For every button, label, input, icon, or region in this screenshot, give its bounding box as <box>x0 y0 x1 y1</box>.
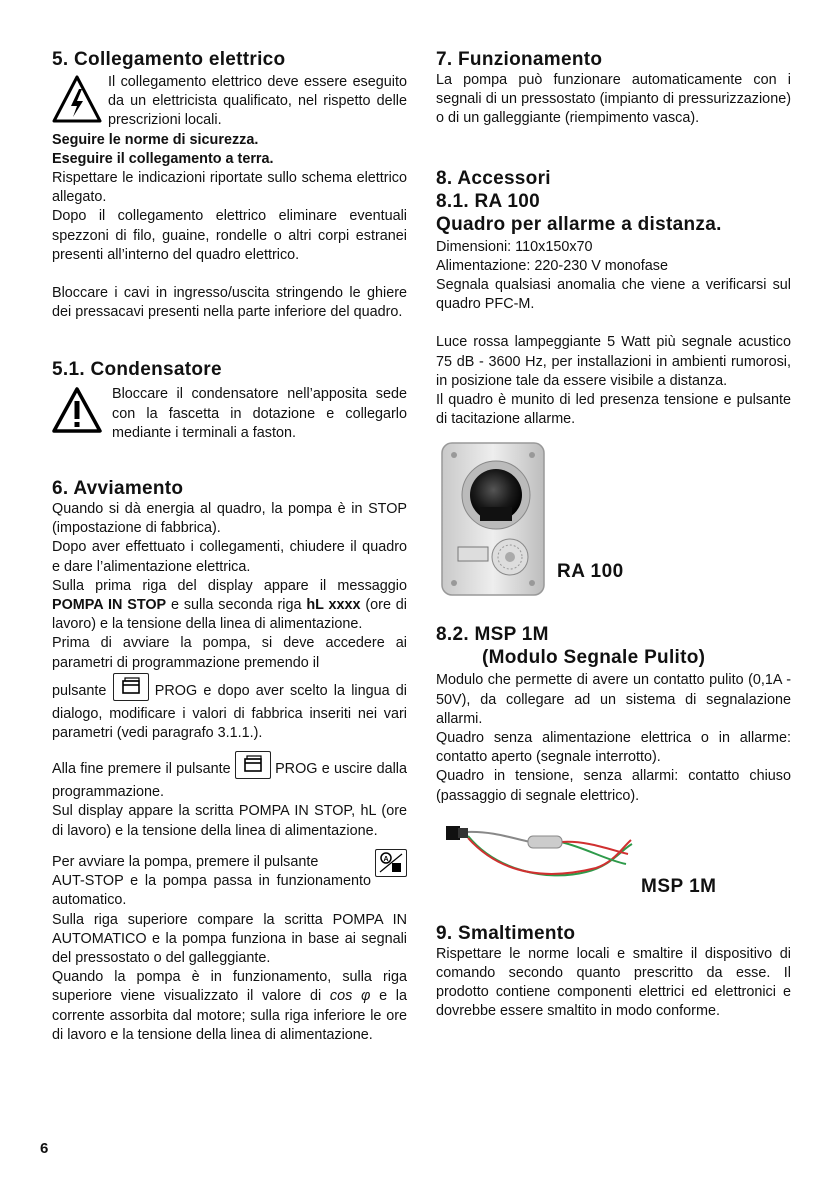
ground-connection-text: Eseguire il collegamento a terra. <box>52 150 274 167</box>
section-8-1-title: 8.1. RA 100 <box>436 190 540 212</box>
sec6-paragraph: Sul display appare la scritta POMPA IN STOP, hL (ore di lavoro) e la tensione della linea di alimentazione. <box>52 803 407 839</box>
ra100-device-image <box>440 441 550 599</box>
msp1m-paragraph: Quadro in tensione, senza allarmi: contatto chiuso (passaggio di segnale elettrico). <box>436 768 791 804</box>
sec6-paragraph: pulsante PROG e dopo aver scelto la lingua di dialogo, modificare i valori di fabbrica inseriti nei vari parametri (vedi paragrafo 3.1.1.). <box>52 677 407 743</box>
electrical-warning-text: Il collegamento elettrico deve essere eseguito da un elettricista qualificato, nel rispetto delle prescrizioni locali. <box>108 74 407 129</box>
sec5-paragraph: Dopo il collegamento elettrico eliminare eventuali spezzoni di filo, guaine, rondelle o altri corpi estranei presenti all’interno del quadro elettrico. <box>52 208 407 263</box>
sec6-paragraph: Prima di avviare la pompa, si deve accedere ai parametri di programmazione premendo il <box>52 635 407 671</box>
aut-stop-key-icon <box>375 849 407 877</box>
sec6-paragraph: Quando la pompa è in funzionamento, sulla riga superiore viene visualizzato il valore di cos φ e la corrente assorbita dal motore; sulla riga inferiore le ore di lavoro e la tensione della linea di alimentazione. <box>52 969 408 1043</box>
ra100-figure <box>436 441 791 601</box>
msp1m-figure <box>436 818 791 910</box>
safety-rules-text: Seguire le norme di sicurezza. <box>52 131 259 148</box>
section-8-2-subtitle: (Modulo Segnale Pulito) <box>482 647 706 669</box>
section-7-title: 7. Funzionamento <box>436 49 603 70</box>
section-8-1-subtitle: Quadro per allarme a distanza. <box>436 213 722 235</box>
svg-text:A: A <box>383 855 389 863</box>
electrical-hazard-icon <box>52 74 102 129</box>
right-column <box>436 48 791 1022</box>
sec6-paragraph: Alla fine premere il pulsante PROG e uscire dalla programmazione. <box>52 755 407 802</box>
msp1m-paragraph: Modulo che permette di avere un contatto pulito (0,1A - 50V), da collegare ad un sistema di segnalazione allarmi. <box>436 672 791 727</box>
electrical-warning <box>52 73 407 131</box>
prog-key-icon <box>113 673 149 701</box>
section-8-2-title: 8.2. MSP 1M <box>436 624 549 646</box>
sec6-paragraph: Quando si dà energia al quadro, la pompa è in STOP (impostazione di fabbrica). <box>52 501 407 537</box>
section-5-title: 5. Collegamento elettrico <box>52 49 286 70</box>
sec5-paragraph: Bloccare i cavi in ingresso/uscita stringendo le ghiere dei pressacavi presenti nella parte inferiore del quadro. <box>52 285 407 321</box>
ra100-dimensions: Dimensioni: 110x150x70 <box>436 238 593 255</box>
sec9-paragraph: Rispettare le norme locali e smaltire il dispositivo di comando secondo quanto prescritto da esse. Il prodotto contiene componenti elettrici ed elettronici e dovrebbe essere smaltito in modo conforme. <box>436 945 791 1020</box>
section-6-title: 6. Avviamento <box>52 478 184 500</box>
left-column <box>52 48 407 1045</box>
capacitor-warning-text: Bloccare il condensatore nell’apposita sede con la fascetta in dotazione e collegarlo mediante i terminali a faston. <box>112 386 407 441</box>
capacitor-warning <box>52 385 407 443</box>
ra100-paragraph: Luce rossa lampeggiante 5 Watt più segnale acustico 75 dB - 3600 Hz, per installazioni in ambienti rumorosi, in posizione tale da essere visibile a distanza. <box>436 334 791 389</box>
sec6-paragraph: Sulla prima riga del display appare il messaggio POMPA IN STOP e sulla seconda riga hL xxxx (ore di lavoro) e la tensione della linea di alimentazione. <box>52 577 407 633</box>
sec6-paragraph: Dopo aver effettuato i collegamenti, chiudere il quadro e dare l’alimentazione elettrica. <box>52 539 407 575</box>
ra100-paragraph: Segnala qualsiasi anomalia che viene a verificarsi sul quadro PFC-M. <box>436 277 791 313</box>
sec6-paragraph: Per avviare la pompa, premere il pulsante A AUT-STOP e la pompa passa in funzionamento automatico. <box>52 853 407 911</box>
msp1m-paragraph: Quadro senza alimentazione elettrica o in allarme: contatto aperto (segnale interrotto). <box>436 730 791 766</box>
ra100-paragraph: Il quadro è munito di led presenza tensione e pulsante di tacitazione allarme. <box>436 392 791 428</box>
sec6-paragraph: Sulla riga superiore compare la scritta POMPA IN AUTOMATICO e la pompa funziona in base ai segnali del pressostato o del galleggiante. <box>52 911 407 966</box>
msp1m-label: MSP 1M <box>641 875 717 897</box>
msp1m-device-image <box>436 820 636 890</box>
page-number: 6 <box>40 1140 49 1157</box>
sec5-paragraph: Rispettare le indicazioni riportate sullo schema elettrico allegato. <box>52 170 407 206</box>
prog-key-icon <box>235 751 271 779</box>
warning-exclamation-icon <box>52 386 102 439</box>
section-5-1-title: 5.1. Condensatore <box>52 359 222 381</box>
sec7-paragraph: La pompa può funzionare automaticamente con i segnali di un pressostato (impianto di pressurizzazione) o di un galleggiante (riempimento vasca). <box>436 72 791 127</box>
section-9-title: 9. Smaltimento <box>436 922 576 944</box>
section-8-title: 8. Accessori <box>436 167 551 189</box>
ra100-label: RA 100 <box>557 561 624 583</box>
ra100-power: Alimentazione: 220-230 V monofase <box>436 257 668 274</box>
